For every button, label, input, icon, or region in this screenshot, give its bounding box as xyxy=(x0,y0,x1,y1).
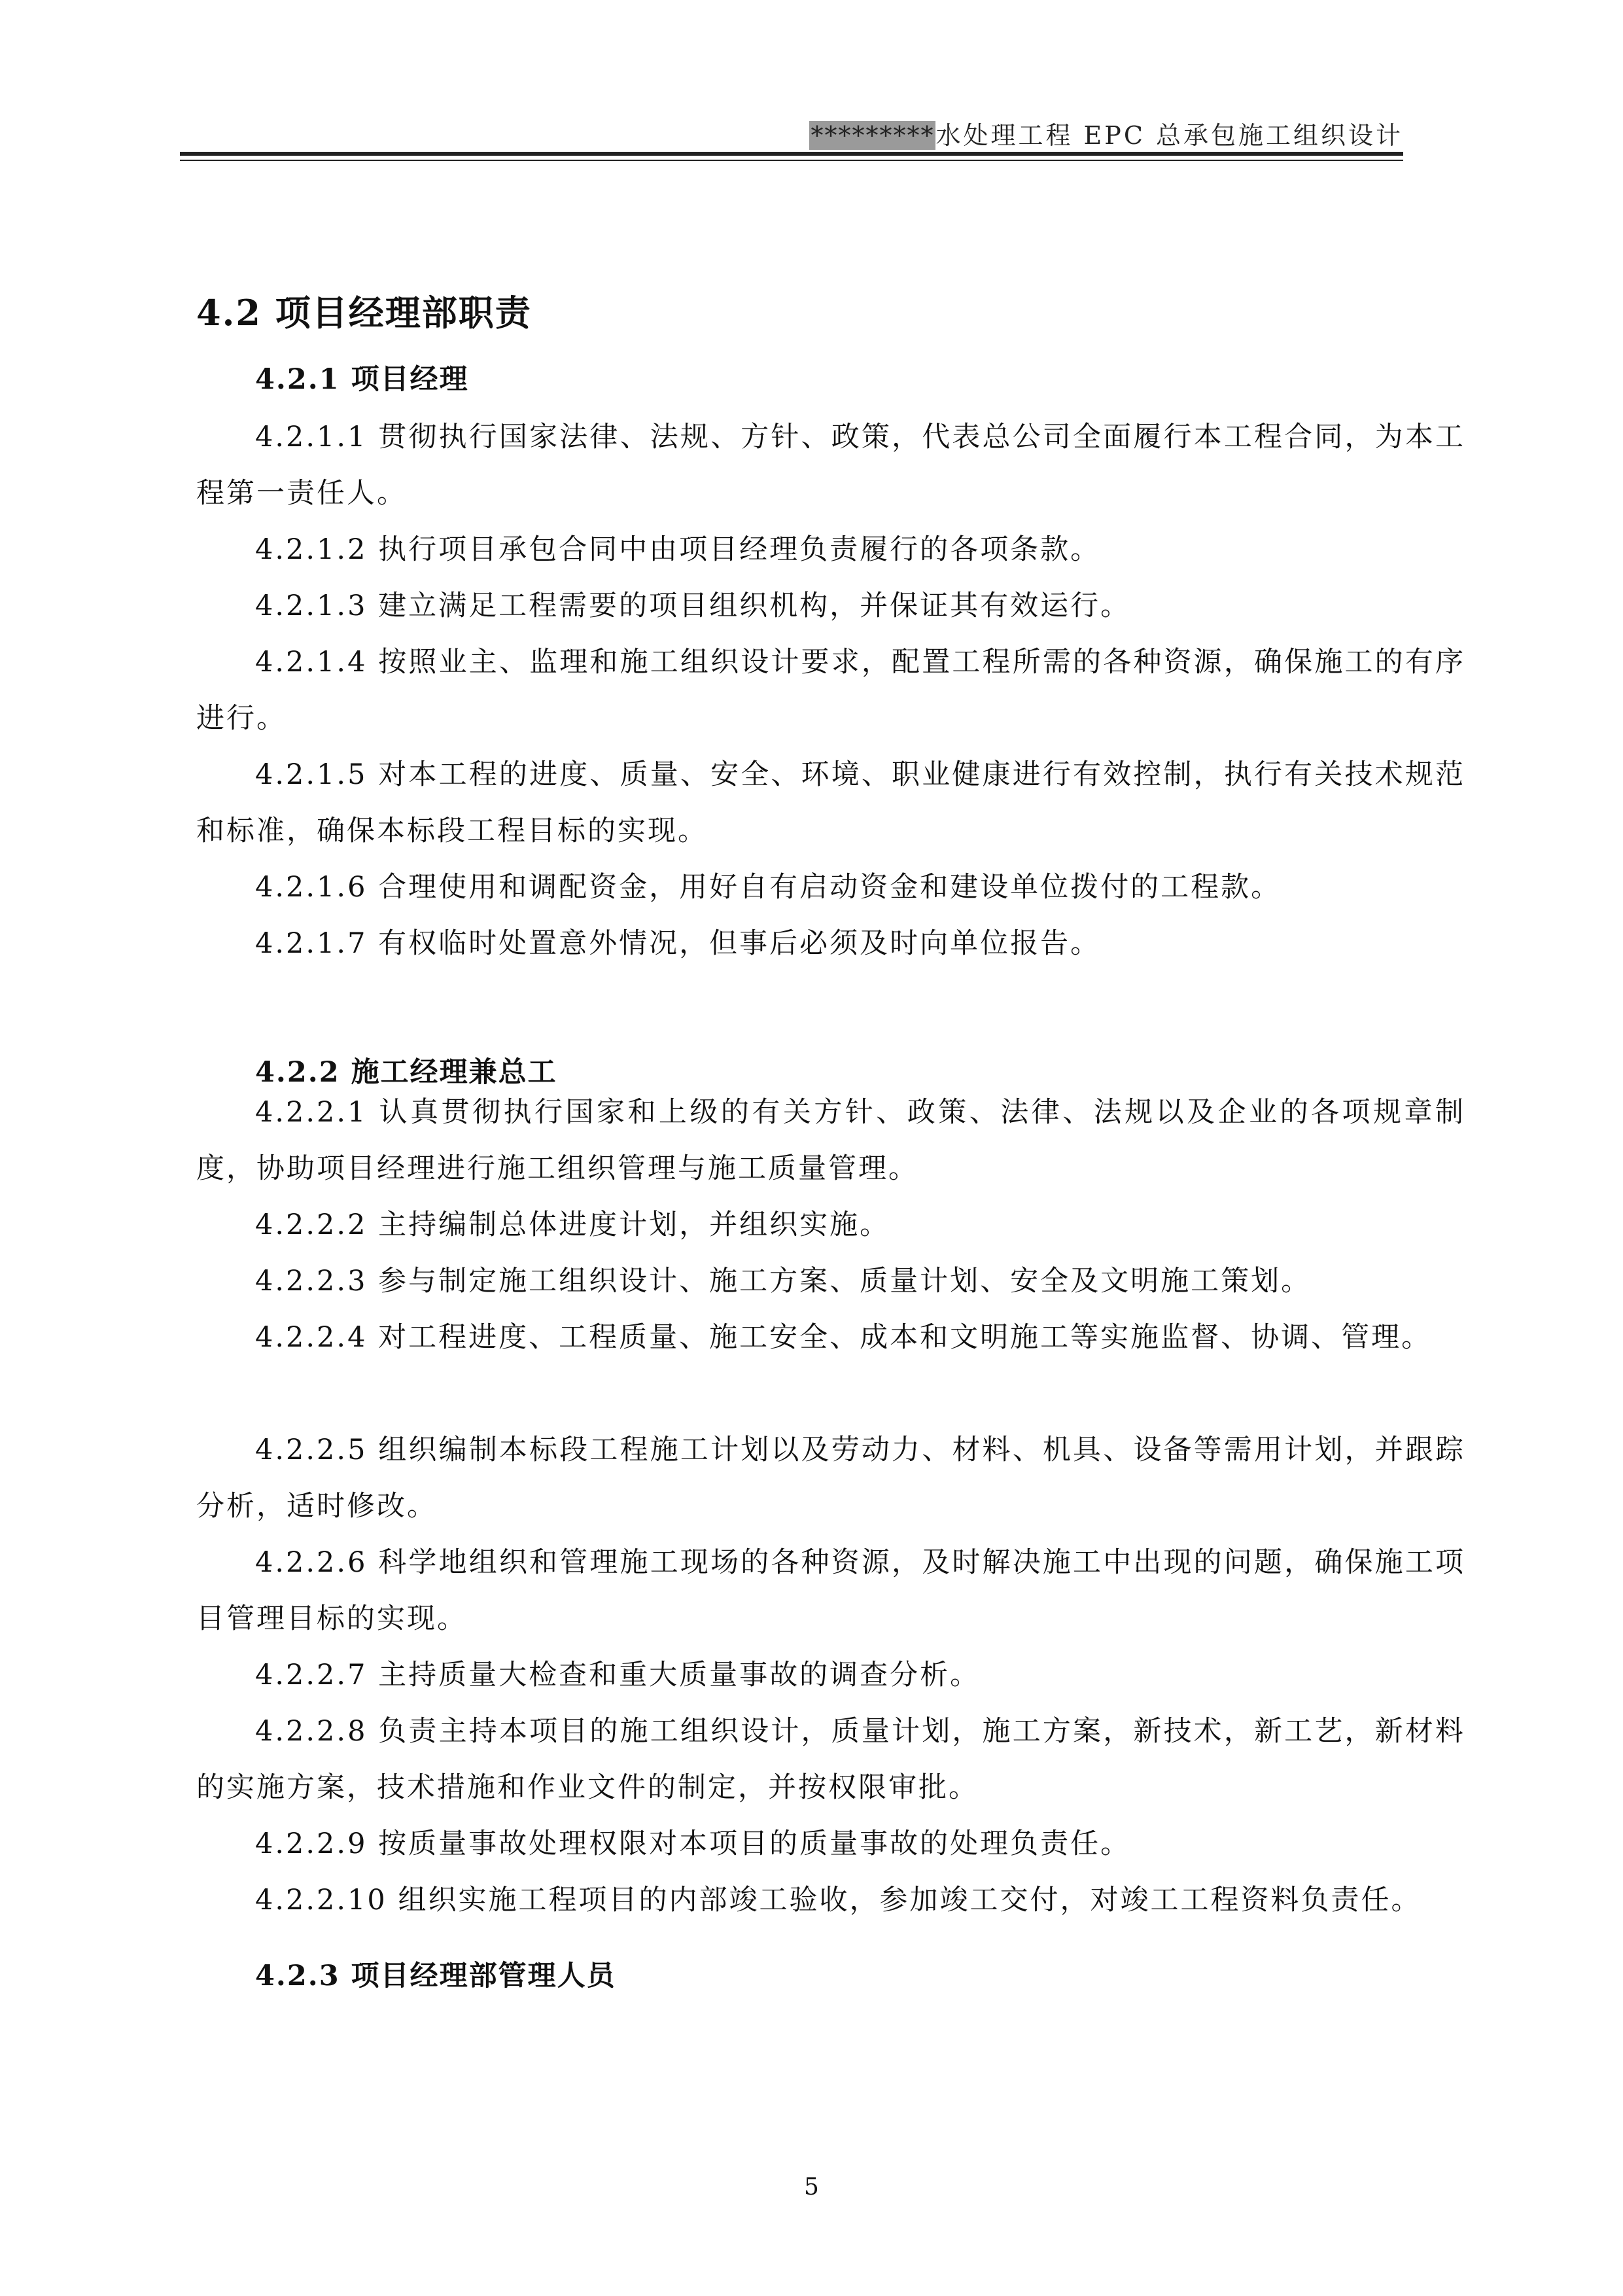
paragraph: 4.2.1.1 贯彻执行国家法律、法规、方针、政策，代表总公司全面履行本工程合同，为本工程第一责任人。 xyxy=(196,421,1465,510)
section-title: 4.2 项目经理部职责 xyxy=(196,292,532,334)
header-rule-thin xyxy=(180,160,1403,161)
paragraph: 4.2.2.3 参与制定施工组织设计、施工方案、质量计划、安全及文明施工策划。 xyxy=(255,1265,1312,1298)
paragraph: 4.2.1.7 有权临时处置意外情况，但事后必须及时向单位报告。 xyxy=(255,927,1101,960)
paragraph: 4.2.1.3 建立满足工程需要的项目组织机构，并保证其有效运行。 xyxy=(255,590,1131,622)
paragraph: 4.2.2.2 主持编制总体进度计划，并组织实施。 xyxy=(255,1209,890,1241)
page-number: 5 xyxy=(804,2174,819,2200)
paragraph: 4.2.2.5 组织编制本标段工程施工计划以及劳动力、材料、机具、设备等需用计划，并跟踪分析，适时修改。 xyxy=(196,1434,1465,1523)
header-masked-name: ********* xyxy=(811,121,935,150)
paragraph: 4.2.1.5 对本工程的进度、质量、安全、环境、职业健康进行有效控制，执行有关技术规范和标准，确保本标段工程目标的实现。 xyxy=(196,758,1465,847)
subsection-title: 4.2.1 项目经理 xyxy=(255,363,469,396)
page-header xyxy=(180,110,1403,156)
paragraph: 4.2.1.2 执行项目承包合同中由项目经理负责履行的各项条款。 xyxy=(255,533,1101,566)
paragraph: 4.2.2.8 负责主持本项目的施工组织设计，质量计划，施工方案，新技术，新工艺，新材料的实施方案，技术措施和作业文件的制定，并按权限审批。 xyxy=(196,1715,1465,1804)
paragraph: 4.2.2.10 组织实施工程项目的内部竣工验收，参加竣工交付，对竣工工程资料负责任。 xyxy=(255,1884,1422,1916)
paragraph: 4.2.2.7 主持质量大检查和重大质量事故的调查分析。 xyxy=(255,1659,981,1691)
paragraph: 4.2.2.1 认真贯彻执行国家和上级的有关方针、政策、法律、法规以及企业的各项规章制度，协助项目经理进行施工组织管理与施工质量管理。 xyxy=(196,1096,1465,1185)
paragraph: 4.2.1.6 合理使用和调配资金，用好自有启动资金和建设单位拨付的工程款。 xyxy=(255,871,1282,904)
paragraph: 4.2.2.9 按质量事故处理权限对本项目的质量事故的处理负责任。 xyxy=(255,1828,1131,1860)
paragraph: 4.2.2.6 科学地组织和管理施工现场的各种资源，及时解决施工中出现的问题，确保施工项目管理目标的实现。 xyxy=(196,1546,1465,1635)
header-rule-thick xyxy=(180,152,1403,156)
paragraph: 4.2.2.4 对工程进度、工程质量、施工安全、成本和文明施工等实施监督、协调、管理。 xyxy=(255,1321,1432,1354)
header-title xyxy=(809,115,1403,151)
header-title-text: 水处理工程 EPC 总承包施工组织设计 xyxy=(935,121,1403,150)
subsection-title: 4.2.2 施工经理兼总工 xyxy=(255,1056,557,1089)
paragraph: 4.2.1.4 按照业主、监理和施工组织设计要求，配置工程所需的各种资源，确保施工的有序进行。 xyxy=(196,646,1465,735)
subsection-title: 4.2.3 项目经理部管理人员 xyxy=(255,1960,616,1992)
